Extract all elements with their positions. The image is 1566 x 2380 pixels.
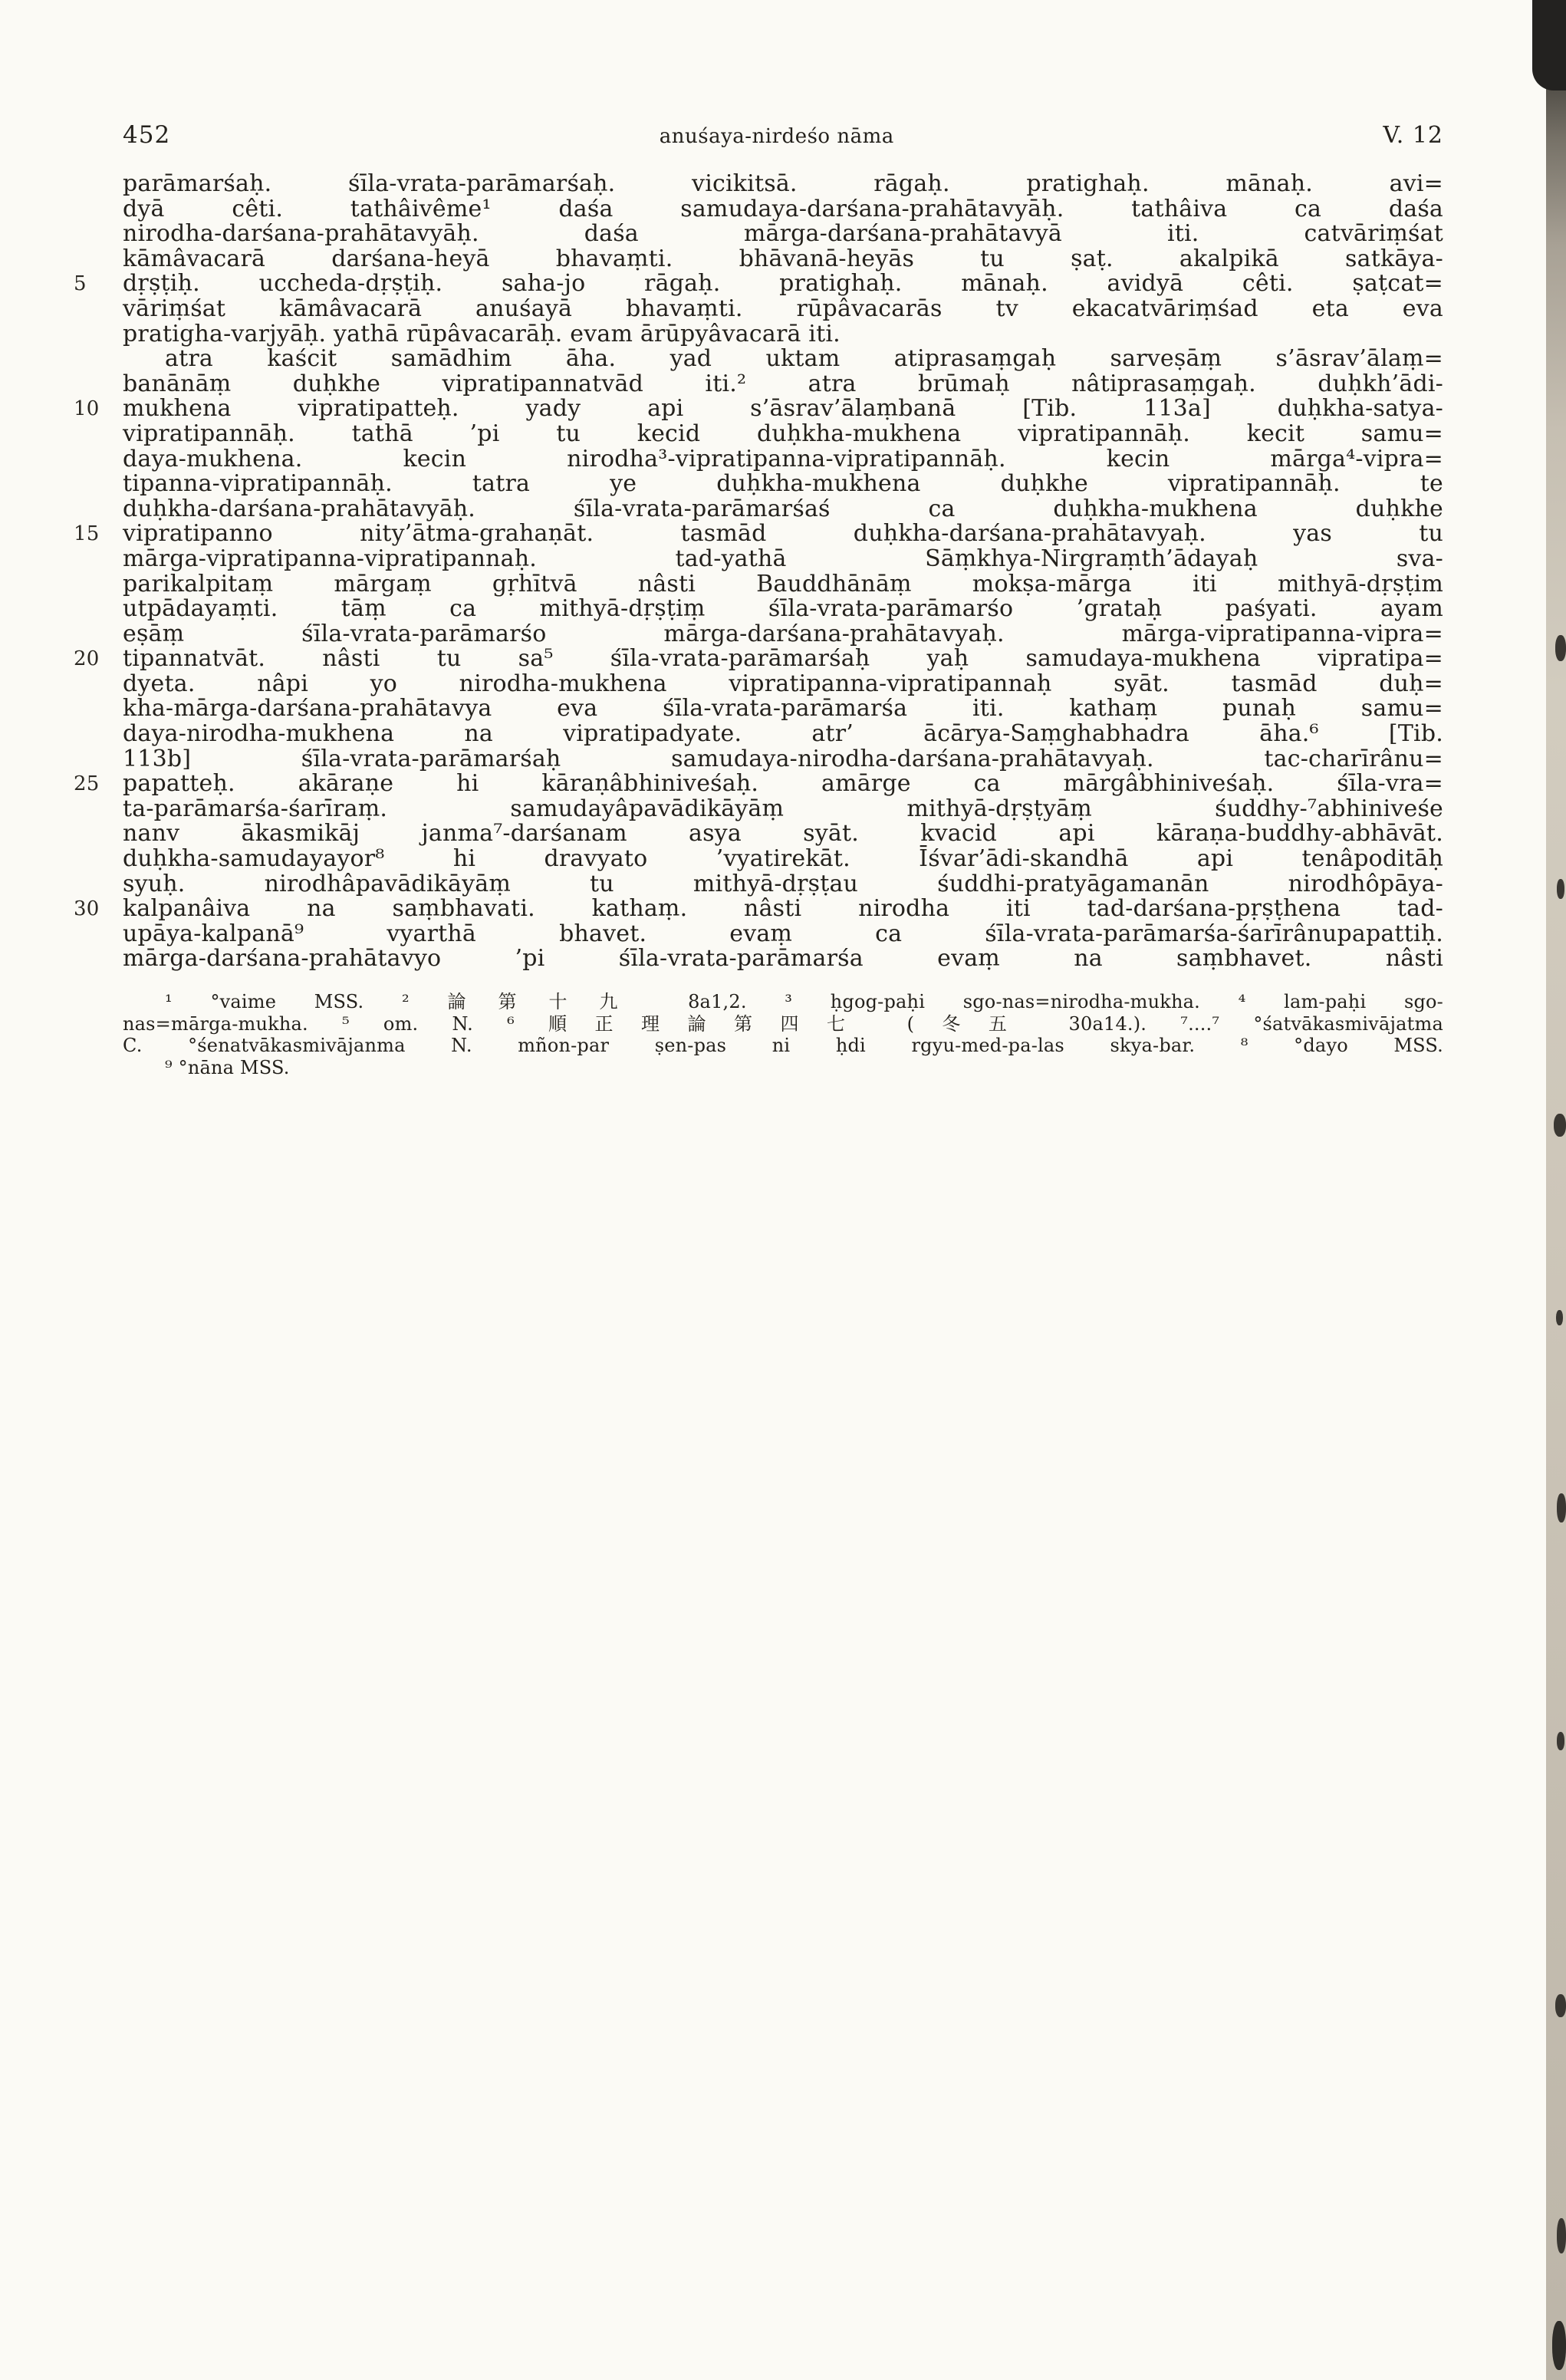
footnote-line-content: nas=mārga-mukha. ⁵ om. N. ⁶ 順正理論第四七 (冬五 30a14.). ⁷....⁷ °śatvākasmivājatma [123, 1012, 1443, 1035]
text-line [123, 847, 1443, 872]
margin-line-number: 15 [74, 522, 100, 546]
text-line-content: nanv ākasmikāj janma⁷-darśanam asya syāt. kvacid api kāraṇa-buddhy-abhāvāt. [123, 820, 1443, 848]
scan-artifact [1557, 879, 1564, 899]
page-header [123, 121, 1443, 149]
text-line [123, 422, 1443, 447]
text-line-content: 113b] śīla-vrata-parāmarśaḥ samudaya-nirodha-darśana-prahātavyaḥ. tac-charīrânu= [123, 745, 1443, 772]
body-text [74, 170, 1443, 973]
text-line-content: syuḥ. nirodhâpavādikāyāṃ tu mithyā-dṛṣṭau śuddhi-pratyāgamanān nirodhôpāya- [123, 870, 1443, 897]
running-title: anuśaya-nirdeśo nāma [659, 125, 894, 148]
text-line [123, 672, 1443, 697]
text-line-content: dyeta. nâpi yo nirodha-mukhena vipratipanna-vipratipannaḥ syāt. tasmād duḥ= [123, 670, 1443, 697]
margin-line-number: 20 [74, 647, 100, 671]
text-line-content: tipanna-vipratipannāḥ. tatra ye duḥkha-mukhena duḥkhe vipratipannāḥ. te [123, 470, 1443, 498]
text-line [123, 946, 1443, 972]
text-line [74, 520, 1443, 548]
text-line-content: vipratipannāḥ. tathā ’pi tu kecid duḥkha-mukhena vipratipannāḥ. kecit samu= [123, 420, 1443, 447]
text-line-content: banānāṃ duḥkhe vipratipannatvād iti.² atra brūmaḥ nâtiprasaṃgaḥ. duḥkh’ādi- [123, 370, 1443, 397]
footnotes [123, 991, 1443, 1078]
text-line [74, 645, 1443, 673]
page-number: 452 [123, 121, 171, 149]
footnote-line [123, 1057, 1443, 1079]
scan-artifact [1557, 1732, 1564, 1750]
text-line [123, 872, 1443, 897]
margin-line-number: 10 [74, 397, 100, 421]
text-line-content: mārga-darśana-prahātavyo ’pi śīla-vrata-parāmarśa evaṃ na saṃbhavet. nâsti [123, 945, 1443, 973]
text-line [123, 547, 1443, 572]
text-line-content: tipannatvāt. nâsti tu sa⁵ śīla-vrata-parāmarśaḥ yaḥ samudaya-mukhena vipratipa= [123, 645, 1443, 673]
footnote-line [123, 1035, 1443, 1057]
text-line [123, 572, 1443, 597]
text-line-content: kalpanâiva na saṃbhavati. kathaṃ. nâsti nirodha iti tad-darśana-pṛṣṭhena tad- [123, 895, 1443, 923]
text-line-content: parāmarśaḥ. śīla-vrata-parāmarśaḥ. vicikitsā. rāgaḥ. pratighaḥ. mānaḥ. avi= [123, 170, 1443, 197]
text-line-content: dṛṣṭiḥ. uccheda-dṛṣṭiḥ. saha-jo rāgaḥ. pratighaḥ. mānaḥ. avidyā cêti. ṣaṭcat= [123, 270, 1443, 298]
text-line [123, 497, 1443, 522]
text-line [123, 696, 1443, 722]
footnote-line-content: C. °śenatvākasmivājanma N. mñon-par ṣen-pas ni ḥdi rgyu-med-pa-las skya-bar. ⁸ °dayo MSS. [123, 1035, 1443, 1056]
text-line [123, 922, 1443, 947]
margin-line-number: 5 [74, 272, 87, 296]
scan-artifact [1555, 635, 1566, 661]
scan-artifact-corner [1532, 0, 1566, 91]
footnote-line [123, 991, 1443, 1013]
text-line [123, 197, 1443, 222]
text-line-content: ta-parāmarśa-śarīraṃ. samudayâpavādikāyāṃ mithyā-dṛṣṭyāṃ śuddhy-⁷abhiniveśe [123, 795, 1443, 822]
text-line [74, 895, 1443, 923]
text-line-content: kha-mārga-darśana-prahātavya eva śīla-vrata-parāmarśa iti. kathaṃ punaḥ samu= [123, 695, 1443, 723]
scan-edge-shadow [1546, 0, 1566, 2380]
text-line-content: daya-mukhena. kecin nirodha³-vipratipanna-vipratipannāḥ. kecin mārga⁴-vipra= [123, 445, 1443, 472]
footnote-line-content: ¹ °vaime MSS. ² 論第十九 8a1,2. ³ ḥgog-paḥi sgo-nas=nirodha-mukha. ⁴ lam-paḥi sgo- [165, 991, 1443, 1012]
text-line [74, 770, 1443, 798]
text-line [123, 172, 1443, 197]
text-line [123, 747, 1443, 772]
footnote-line [123, 1013, 1443, 1035]
text-line-content: duḥkha-darśana-prahātavyāḥ. śīla-vrata-parāmarśaś ca duḥkha-mukhena duḥkhe [123, 495, 1443, 522]
text-line-content: atra kaścit samādhim āha. yad uktam atiprasaṃgaḥ sarveṣāṃ s’āsrav’ālaṃ= [165, 345, 1443, 373]
text-line-content: vipratipanno nity’ātma-grahaṇāt. tasmād duḥkha-darśana-prahātavyaḥ. yas tu [123, 520, 1443, 548]
text-line-content: vāriṃśat kāmâvacarā anuśayā bhavaṃti. rūpâvacarās tv ekacatvāriṃśad eta eva [123, 295, 1443, 322]
scan-artifact [1554, 1114, 1566, 1137]
text-line-content: upāya-kalpanā⁹ vyarthā bhavet. evaṃ ca śīla-vrata-parāmarśa-śarīrânupapattiḥ. [123, 920, 1443, 947]
text-line-content: parikalpitaṃ mārgaṃ gṛhītvā nâsti Bauddhānāṃ mokṣa-mārga iti mithyā-dṛṣṭim [123, 570, 1443, 597]
text-line [123, 297, 1443, 322]
text-line-content: mārga-vipratipanna-vipratipannaḥ. tad-yathā Sāṃkhya-Nirgraṃth’ādayaḥ sva- [123, 545, 1443, 572]
scan-artifact [1557, 2218, 1566, 2253]
text-line [123, 722, 1443, 747]
footnote-line-content: ⁹ °nāna MSS. [165, 1056, 290, 1078]
text-line [123, 372, 1443, 397]
scan-artifact [1552, 2321, 1566, 2370]
scan-artifact [1556, 1310, 1563, 1325]
text-line [123, 322, 1443, 347]
section-reference: V. 12 [1383, 122, 1443, 149]
text-line-content: eṣāṃ śīla-vrata-parāmarśo mārga-darśana-prahātavyaḥ. mārga-vipratipanna-vipra= [123, 620, 1443, 647]
text-line [123, 222, 1443, 247]
text-line-content: dyā cêti. tathâivême¹ daśa samudaya-darśana-prahātavyāḥ. tathâiva ca daśa [123, 195, 1443, 222]
text-line [123, 472, 1443, 497]
margin-line-number: 25 [74, 772, 100, 796]
text-line-content: mukhena vipratipatteḥ. yady api s’āsrav’ālaṃbanā [Tib. 113a] duḥkha-satya- [123, 395, 1443, 423]
text-line [74, 270, 1443, 298]
text-line-content: nirodha-darśana-prahātavyāḥ. daśa mārga-darśana-prahātavyā iti. catvāriṃśat [123, 220, 1443, 248]
text-line [123, 797, 1443, 822]
text-line-content: utpādayaṃti. tāṃ ca mithyā-dṛṣṭiṃ śīla-vrata-parāmarśo ’grataḥ paśyati. ayam [123, 595, 1443, 623]
text-line [74, 395, 1443, 423]
text-line [123, 347, 1443, 372]
text-line [123, 447, 1443, 472]
text-line-content: pratigha-varjyāḥ. yathā rūpâvacarāḥ. evam ārūpyâvacarā iti. [123, 320, 841, 347]
scan-artifact [1557, 1493, 1566, 1522]
margin-line-number: 30 [74, 897, 100, 921]
text-line [123, 821, 1443, 847]
text-line-content: kāmâvacarā darśana-heyā bhavaṃti. bhāvanā-heyās tu ṣaṭ. akalpikā satkāya- [123, 245, 1443, 272]
text-line [123, 597, 1443, 622]
text-line-content: duḥkha-samudayayor⁸ hi dravyato ’vyatirekāt. Īśvar’ādi-skandhā api tenâpoditāḥ [123, 845, 1443, 873]
text-line [123, 247, 1443, 272]
scan-artifact [1555, 1994, 1566, 2017]
text-line-content: daya-nirodha-mukhena na vipratipadyate. atr’ ācārya-Saṃghabhadra āha.⁶ [Tib. [123, 720, 1443, 748]
text-line-content: papatteḥ. akāraṇe hi kāraṇâbhiniveśaḥ. amārge ca mārgâbhiniveśaḥ. śīla-vra= [123, 770, 1443, 798]
text-line [123, 622, 1443, 647]
